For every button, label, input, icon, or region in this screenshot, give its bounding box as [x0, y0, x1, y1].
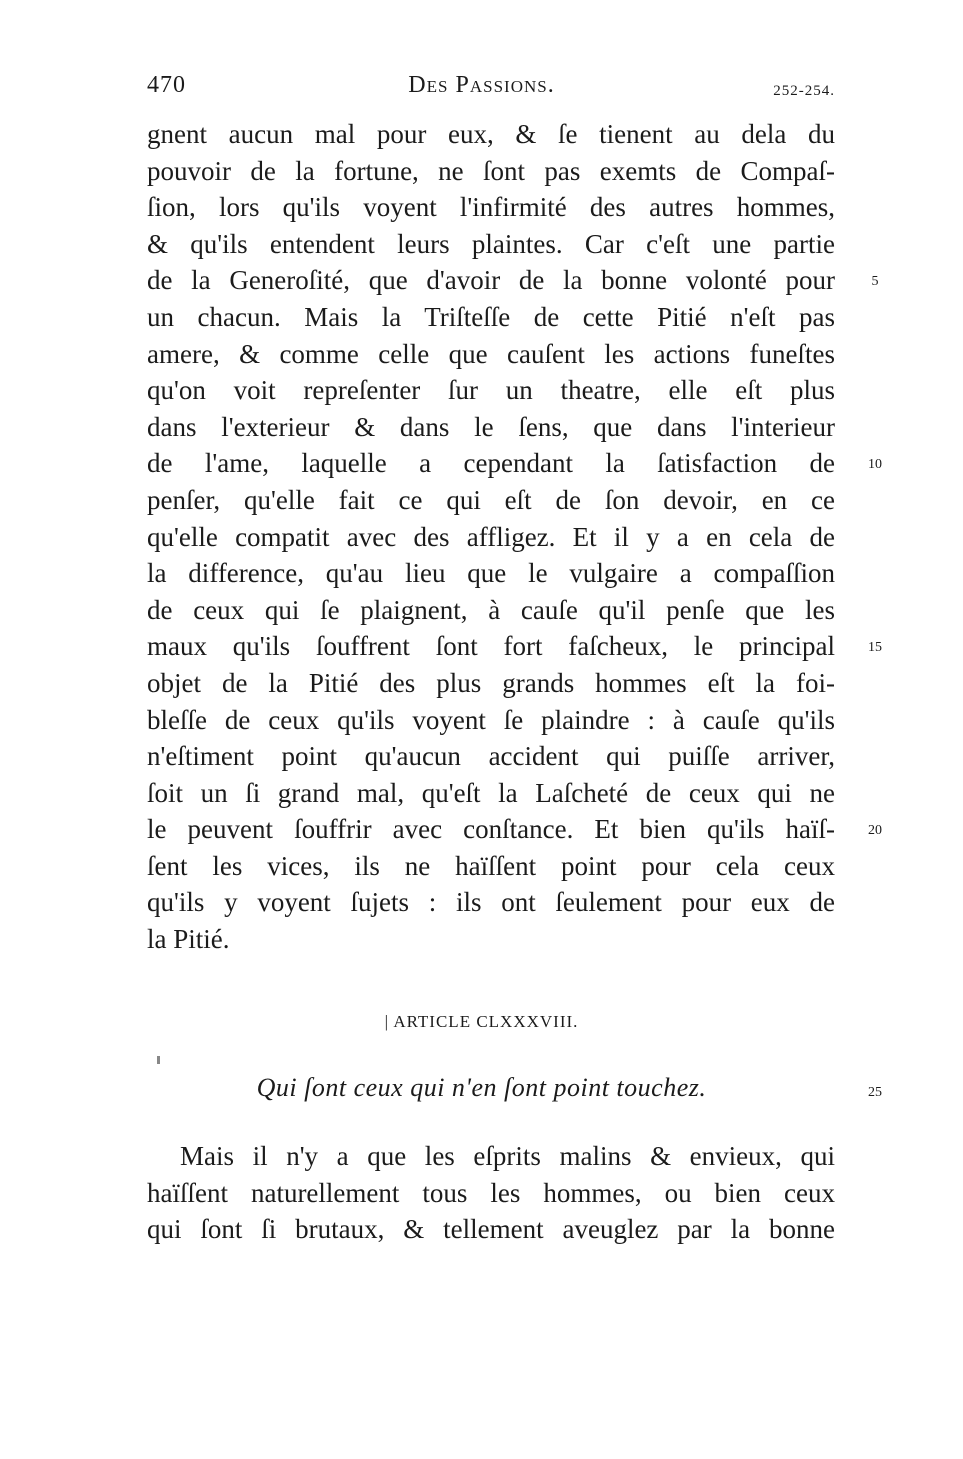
running-title-initial-2: P	[455, 72, 470, 98]
page-number: 470	[147, 72, 186, 98]
article-paragraph	[147, 1138, 835, 1248]
text-line: Mais il n'y a que les eſprits malins & envieux, qui	[180, 1141, 835, 1171]
line-number-20: 20	[868, 823, 882, 838]
running-title-initial-1: D	[408, 72, 427, 98]
text-line: penſer, qu'elle fait ce qui eſt de ſon devoir, en ce	[147, 484, 835, 515]
text-line: qu'elle compatit avec des affligez. Et il y a en cela de	[147, 521, 835, 552]
line-number-15: 15	[868, 640, 882, 655]
text-line: ſoit un ſi grand mal, qu'eſt la Laſcheté de ceux qui ne	[147, 777, 835, 808]
text-line: ſent les vices, ils ne haïſſent point pour cela ceux	[147, 850, 835, 881]
text-line: de l'ame, laquelle a cependant la ſatisfaction de	[147, 448, 835, 479]
article-heading: | ARTICLE CLXXXVIII.	[384, 1012, 579, 1031]
running-title-rest-2: assions.	[469, 72, 555, 98]
text-line: la Pitié.	[147, 924, 230, 955]
running-title-rest-1: es	[426, 72, 449, 98]
text-line: un chacun. Mais la Triſteſſe de cette Pitié n'eſt pas	[147, 301, 835, 332]
ink-mark	[157, 1056, 160, 1064]
text-line: qu'ils y voyent ſujets : ils ont ſeulement pour eux de	[147, 887, 835, 918]
text-line: de la Generoſité, que d'avoir de la bonne volonté pour	[147, 265, 835, 296]
text-line: & qu'ils entendent leurs plaintes. Car c'eſt une partie	[147, 228, 835, 259]
text-line: objet de la Pitié des plus grands hommes eſt la foi-	[147, 667, 835, 698]
text-line: dans l'exterieur & dans le ſens, que dans l'interieur	[147, 411, 835, 442]
text-line: pouvoir de la fortune, ne ſont pas exemts de Compaſ-	[147, 155, 835, 186]
text-line: qui ſont ſi brutaux, & tellement aveuglez par la bonne	[147, 1214, 835, 1245]
article-subtitle: Qui ſont ceux qui n'en ſont point touchez.	[256, 1073, 707, 1102]
text-line: de ceux qui ſe plaignent, à cauſe qu'il penſe que les	[147, 594, 835, 625]
section-range: 252-254.	[773, 83, 835, 99]
text-line: bleſſe de ceux qu'ils voyent ſe plaindre : à cauſe qu'ils	[147, 704, 835, 735]
text-line: le peuvent ſouffrir avec conſtance. Et bien qu'ils haïſ-	[147, 814, 835, 845]
line-number-10: 10	[868, 457, 882, 472]
line-number-25: 25	[868, 1085, 882, 1100]
text-line: la difference, qu'au lieu que le vulgaire a compaſſion	[147, 558, 835, 589]
text-line: qu'on voit repreſenter ſur un theatre, elle eſt plus	[147, 375, 835, 406]
line-number-5: 5	[871, 274, 879, 289]
text-line: ſion, lors qu'ils voyent l'infirmité des autres hommes,	[147, 192, 835, 223]
text-line: amere, & comme celle que cauſent les actions funeſtes	[147, 338, 835, 369]
text-line: maux qu'ils ſouffrent ſont fort faſcheux, le principal	[147, 631, 835, 662]
text-line: haïſſent naturellement tous les hommes, ou bien ceux	[147, 1177, 835, 1208]
text-line: n'eſtiment point qu'aucun accident qui puiſſe arriver,	[147, 741, 835, 772]
main-paragraph	[147, 116, 835, 958]
text-line: gnent aucun mal pour eux, & ſe tienent au dela du	[147, 119, 835, 149]
